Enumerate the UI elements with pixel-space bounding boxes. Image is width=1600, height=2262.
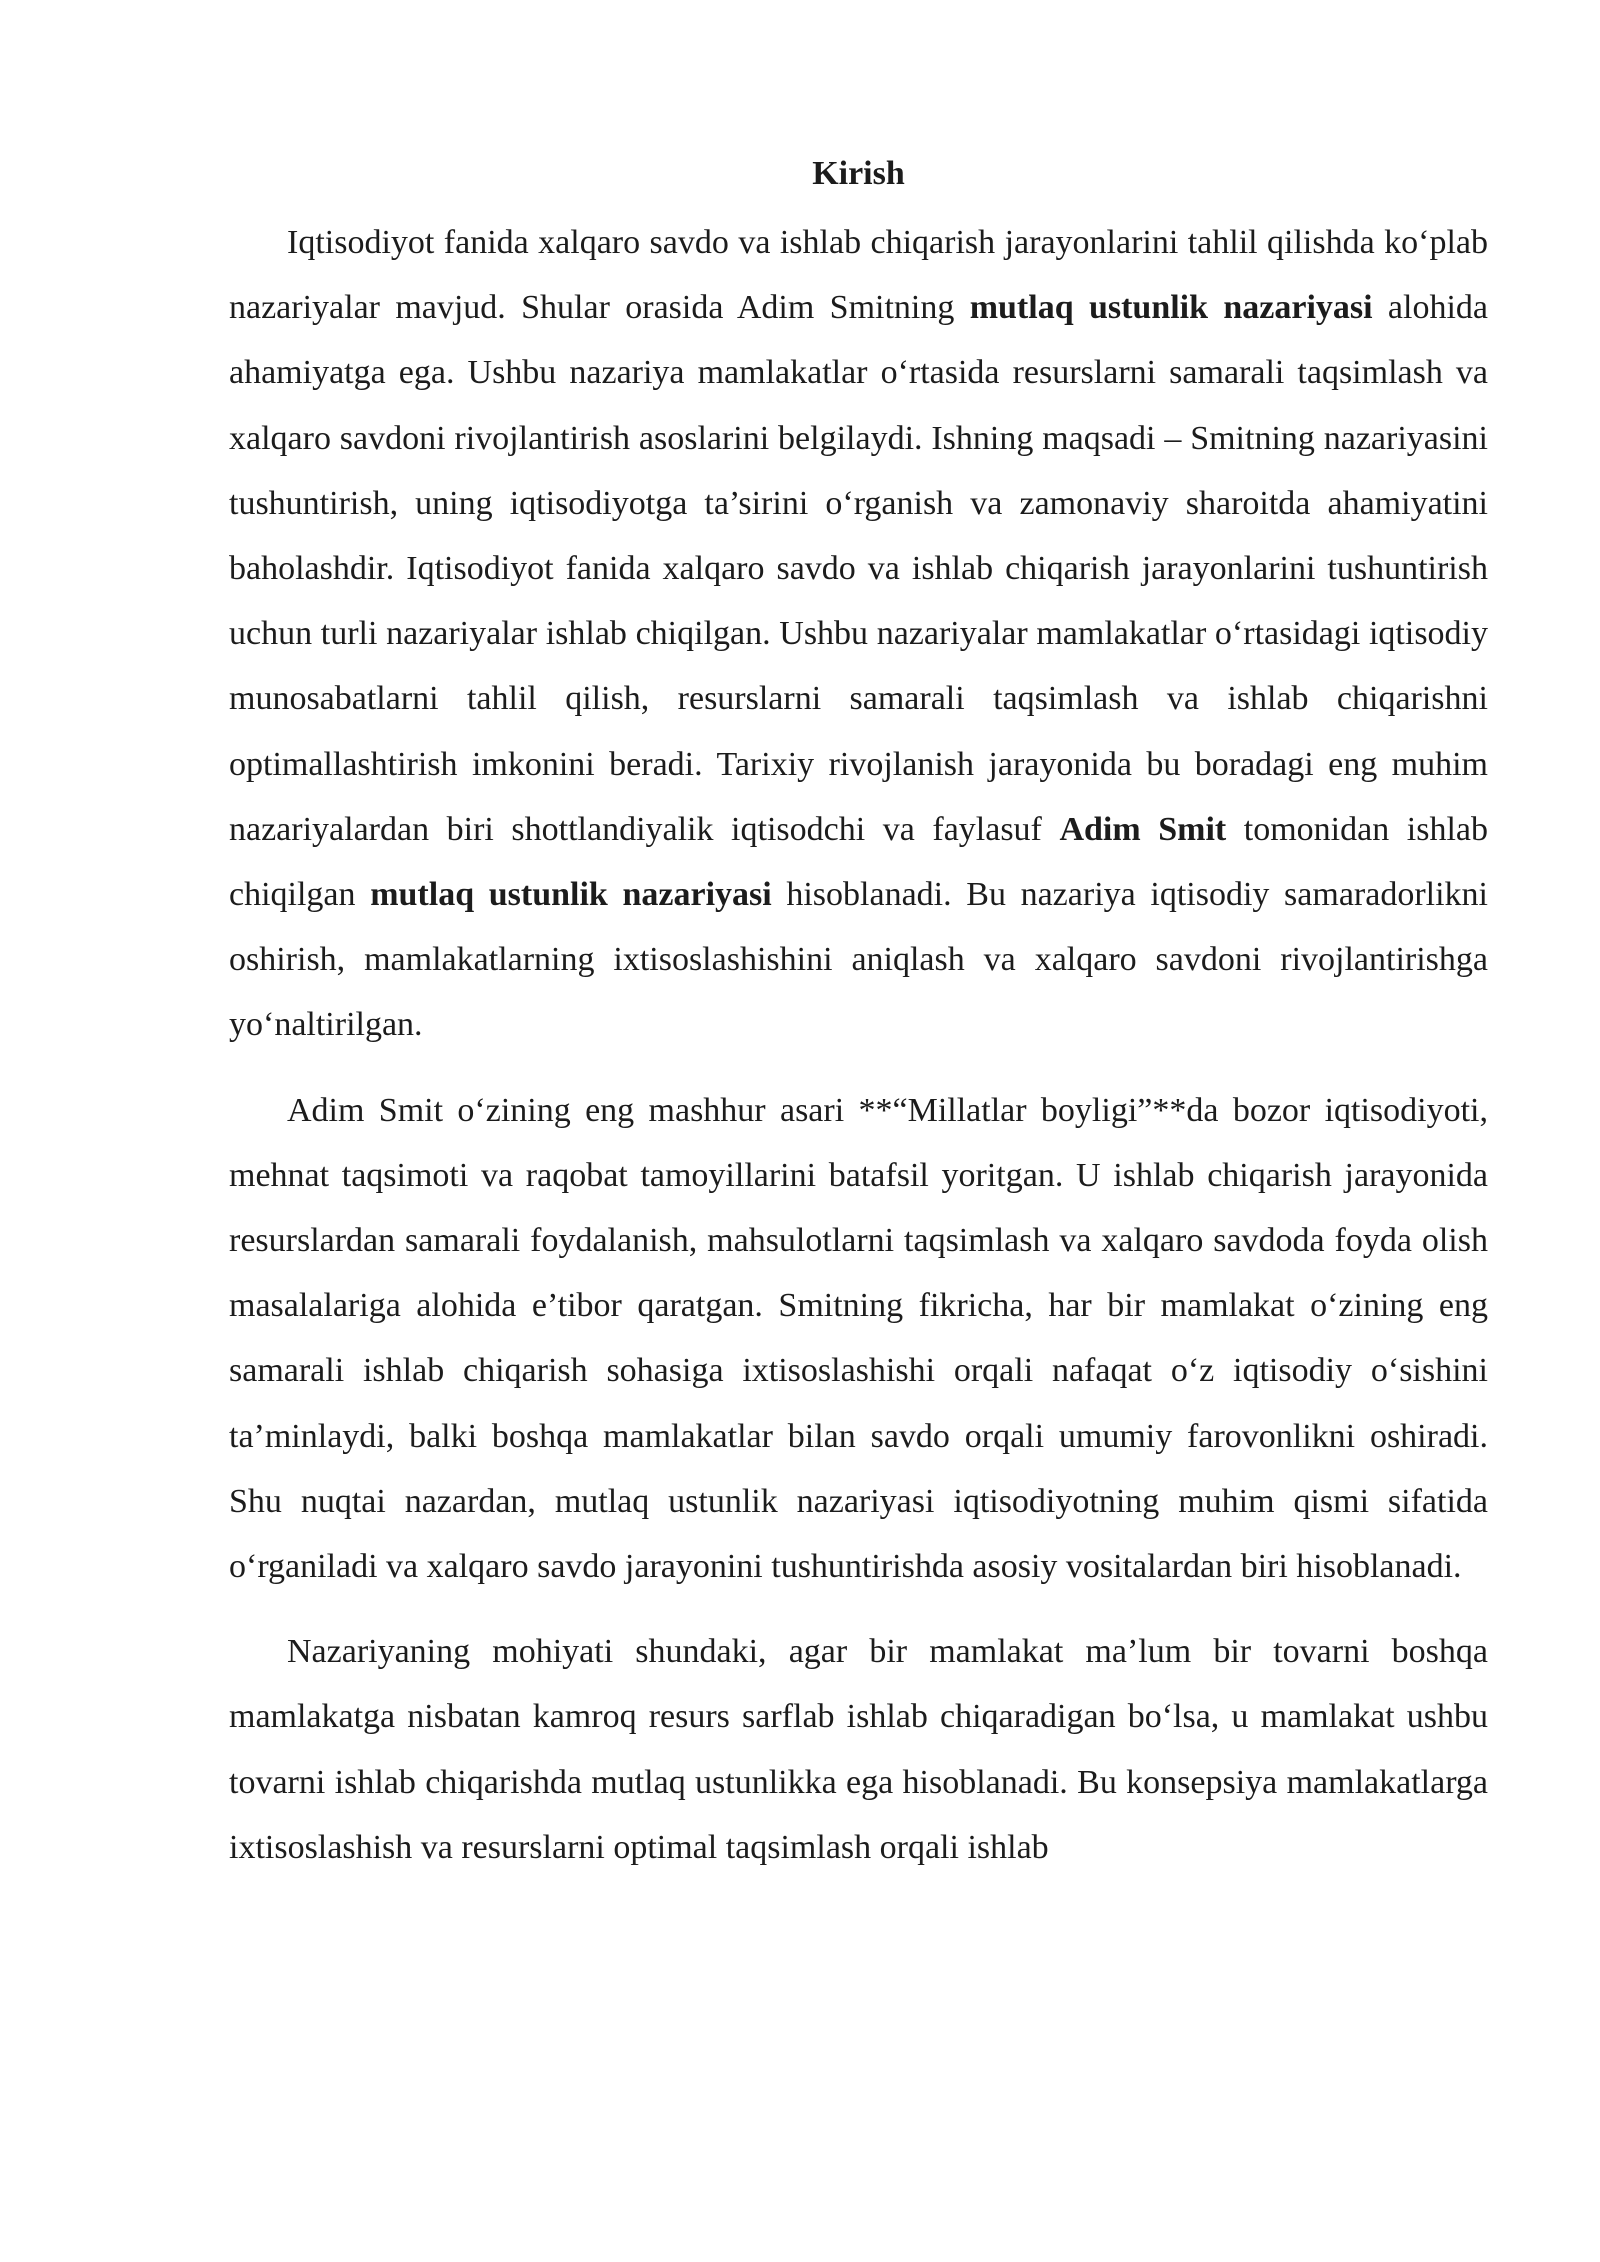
document-title: Kirish — [812, 155, 905, 192]
paragraph-text: Iqtisodiyot fanida xalqaro savdo va ishlab chiqarish jarayonlarini tahlil qilishda ko‘plab nazariyalar mavjud. Shular orasida Adim Smitning — [229, 224, 1488, 327]
paragraph-2 — [229, 1078, 1488, 1600]
bold-term: mutlaq ustunlik nazariyasi — [969, 289, 1373, 327]
paragraph-3 — [229, 1619, 1488, 1880]
paragraph-text: hisoblanadi. Bu nazariya iqtisodiy samaradorlikni oshirish, mamlakatlarning ixtisoslashishini aniqlash va xalqaro savdoni rivojlantirishga yo‘naltirilgan. — [229, 876, 1488, 1044]
paragraph-text: alohida ahamiyatga ega. Ushbu nazariya mamlakatlar o‘rtasida resurslarni samarali taqsimlash va xalqaro savdoni rivojlantirish asoslarini belgilaydi. Ishning maqsadi – Smitning nazariyasini tushuntirish, uning iqtisodiyotga ta’sirini o‘rganish va zamonaviy sharoitda ahamiyatini baholashdir. Iqtisodiyot fanida xalqaro savdo va ishlab chiqarish jarayonlarini tushuntirish uchun turli nazariyalar ishlab chiqilgan. Ushbu nazariyalar mamlakatlar o‘rtasidagi iqtisodiy munosabatlarni tahlil qilish, resurslarni samarali taqsimlash va ishlab chiqarishni optimallashtirish imkonini beradi. Tarixiy rivojlanish jarayonida bu boradagi eng muhim nazariyalardan biri shottlandiyalik iqtisodchi va faylasuf — [229, 289, 1488, 848]
paragraph-1 — [229, 210, 1488, 1058]
bold-term: mutlaq ustunlik nazariyasi — [370, 876, 772, 914]
paragraph-text: Adim Smit o‘zining eng mashhur asari **“Millatlar boyligi”**da bozor iqtisodiyoti, mehnat taqsimoti va raqobat tamoyillarini batafsil yoritgan. U ishlab chiqarish jarayonida resurslardan samarali foydalanish, mahsulotlarni taqsimlash va xalqaro savdoda foyda olish masalalariga alohida e’tibor qaratgan. Smitning fikricha, har bir mamlakat o‘zining eng samarali ishlab chiqarish sohasiga ixtisoslashishi orqali nafaqat o‘z iqtisodiy o‘sishini ta’minlaydi, balki boshqa mamlakatlar bilan savdo orqali umumiy farovonlikni oshiradi. Shu nuqtai nazardan, mutlaq ustunlik nazariyasi iqtisodiyotning muhim qismi sifatida o‘rganiladi va xalqaro savdo jarayonini tushuntirishda asosiy vositalardan biri hisoblanadi. — [229, 1091, 1488, 1586]
document-body — [229, 150, 1488, 1880]
paragraph-text: Nazariyaning mohiyati shundaki, agar bir mamlakat ma’lum bir tovarni boshqa mamlakatga nisbatan kamroq resurs sarflab ishlab chiqaradigan bo‘lsa, u mamlakat ushbu tovarni ishlab chiqarishda mutlaq ustunlikka ega hisoblanadi. Bu konsepsiya mamlakatlarga ixtisoslashish va resurslarni optimal taqsimlash orqali ishlab — [229, 1633, 1488, 1866]
bold-name: Adim Smit — [1059, 810, 1227, 848]
paragraph-text: tomonidan ishlab chiqilgan — [229, 810, 1488, 914]
